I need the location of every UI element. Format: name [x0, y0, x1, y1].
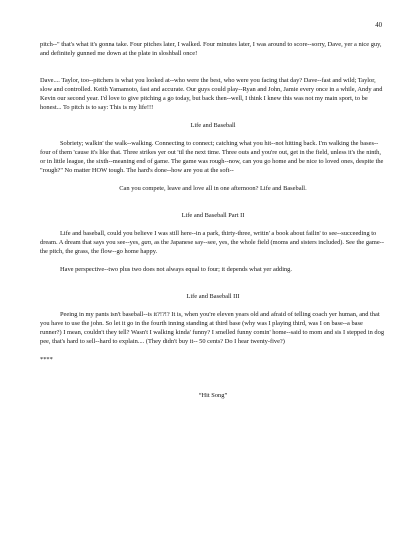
section-title-part-two: Life and Baseball Part II	[181, 212, 245, 219]
paragraph-perspective: Have perspective--two plus two does not always equal to four; it depends what yer adding.	[60, 266, 292, 273]
page-number: 40	[375, 22, 382, 29]
section-separator: ****	[40, 356, 53, 363]
section-title-hit-song: “Hit Song”	[198, 392, 228, 399]
paragraph-sobriety: Sobriety; walkin' the walk--walking. Connecting to connect; catching what you hit--not hitting back. I'm walking the bases--four of them 'cause it's like that. Three strikes yer out 'til the next time. Three outs and you're out, get in the field, unless it's the ninth, or in little league, the sixth--meaning end of game. The game was rough--now, can you go home and be nice to loved ones, despite the "rough?" No matter HOW tough. The hard's done--how are you at the soft--	[40, 140, 384, 174]
paragraph-pitch-continued: pitch--" that's what it's gonna take. Four pitches later, I walked. Four minutes later, I was around to score--sorry, Dave, yer a nice guy, and definitely gunned me down at the plate in sloshball once!	[40, 41, 382, 57]
paragraph-peeing: Peeing in my pants isn't baseball--is it?!?!? It is, when you're eleven years old and afraid of telling coach yer human, and that you have to use the john. So let it go in the fourth inning standing at third base (why was I playing third, was I on base--a base runner?) I mean, couldn't they tell? Wasn't I walking kinda' funny? I smelled funny comin' home--said to mom and sis I stepped in dog pee, that's hard to sell--hard to explain.... (They didn't buy it-- 50 cents? Do I hear twenty-five?)	[40, 311, 385, 345]
page-body	[40, 40, 386, 400]
paragraph-compete-leave-love: Can you compete, leave and love all in one afternoon? Life and Baseball.	[119, 185, 307, 192]
paragraph-text-start: Life and baseball, could you believe I was still here--in a park, thirty-three, writin' a book about failin' to see--succeeding to dream. A dream that says you see--yes,	[40, 230, 377, 246]
japanese-word-gan: gan	[141, 239, 151, 246]
paragraph-life-and-baseball	[40, 229, 386, 256]
section-title-part-three: Life and Baseball III	[186, 293, 240, 300]
section-title-life-and-baseball: Life and Baseball	[190, 122, 236, 129]
paragraph-pitchers: Dave.... Taylor, too--pitchers is what you looked at--who were the best, who were you facing that day? Dave--fast and wild; Taylor, slow and controlled. Keith Yamamoto, fast and accurate. Our guys could play--Ryan and John, Jamie every once in a while, Andy and Kevin our second year. I'd love to give pitching a go today, but back then--well, I think I knew this was not my main sport, to be honest... To pitch is to say: This is my life!!!	[40, 77, 383, 111]
paragraph-text-end: , as the Japanese say--see, yes, the whole field (moms and sisters included). See the game--the pitch, the grass, the flow--go home happy.	[40, 239, 384, 255]
